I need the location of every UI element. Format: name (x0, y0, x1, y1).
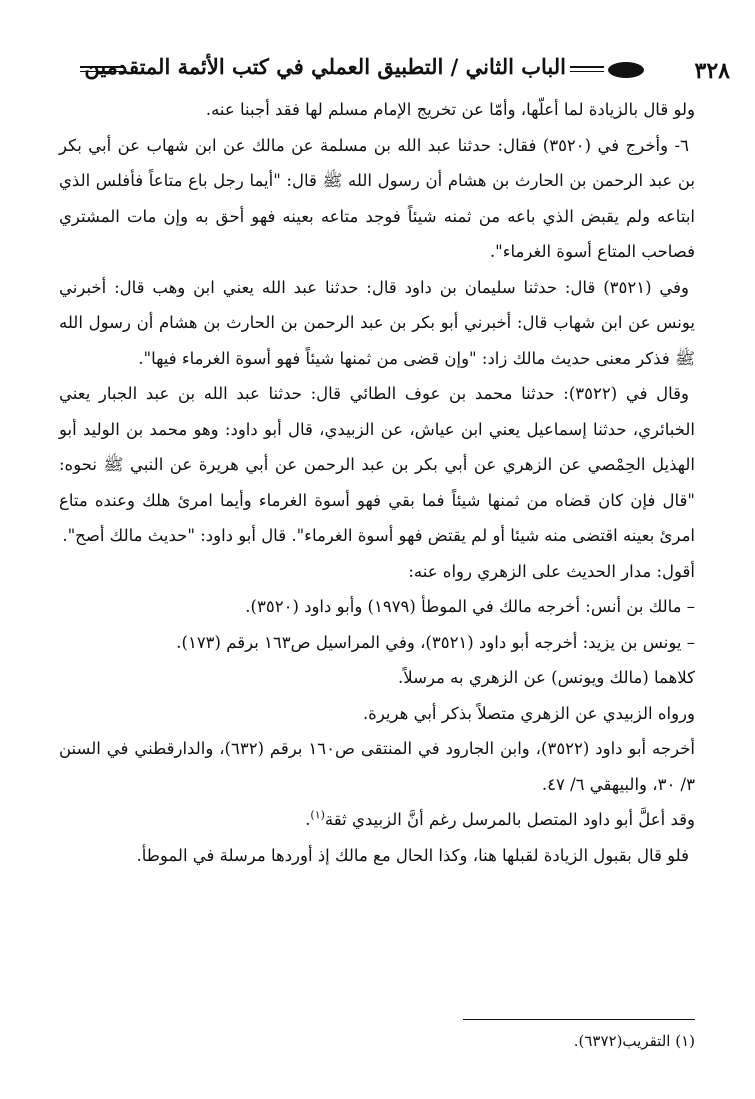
list-item: – مالك بن أنس: أخرجه مالك في الموطأ (١٩٧٩) وأبو داود (٣٥٢٠). (245, 597, 695, 616)
paragraph-text: وقد أعلَّ أبو داود المتصل بالمرسل رغم أنَّ الزبيدي ثقة (324, 810, 695, 829)
footnote-separator (463, 1019, 695, 1020)
body-text (59, 92, 695, 873)
paragraph: ٦- وأخرج في (٣٥٢٠) فقال: حدثنا عبد الله بن مسلمة عن مالك عن ابن شهاب عن أبي بكر بن عبد الرحمن بن الحارث بن هشام أن رسول الله ﷺ قال: "أيما رجل باع متاعاً فأفلس الذي ابتاعه ولم يقبض الذي باعه من ثمنه شيئاً فوجد متاعه بعينه فهو أحق به وإن مات المشتري فصاحب المتاع أسوة الغرماء". (59, 135, 695, 261)
paragraph: فلو قال بقبول الزيادة لقبلها هنا، وكذا الحال مع مالك إذ أوردها مرسلة في الموطأ. (136, 845, 689, 865)
paragraph: وقال في (٣٥٢٢): حدثنا محمد بن عوف الطائي قال: حدثنا عبد الله بن عبد الجبار يعني الخبائري، حدثنا إسماعيل يعني ابن عياش، عن الزبيدي، قال أبو داود: وهو محمد بن الوليد أبو الهذيل الحِمْصي عن الزهري عن أبي بكر بن عبد الرحمن عن أبي هريرة عن النبي ﷺ نحوه: "قال فإن كان قضاه من ثمنها شيئاً فما بقي فهو أسوة الغرماء وأيما امرئ هلك وعنده متاع امرئ بعينه اقتضى منه شيئا أو لم يقتض فهو أسوة الغرماء". قال أبو داود: "حديث مالك أصح". (59, 384, 695, 545)
header-title: الباب الثاني / التطبيق العملي في كتب الأئمة المتقدمين (84, 54, 566, 79)
page-number: ٣٢٨ (694, 58, 730, 84)
paragraph: وقد أعلَّ أبو داود المتصل بالمرسل رغم أنَّ الزبيدي ثقة$^{(١)}$. (305, 808, 695, 829)
paragraph: كلاهما (مالك ويونس) عن الزهري به مرسلاً. (398, 668, 695, 687)
paragraph: أقول: مدار الحديث على الزهري رواه عنه: (408, 561, 695, 581)
header-rule (570, 66, 604, 72)
paragraph: ورواه الزبيدي عن الزهري متصلاً بذكر أبي هريرة. (362, 703, 695, 723)
footnote-marker: (١) (310, 808, 325, 822)
page-header (70, 50, 730, 90)
header-ornament (608, 62, 644, 78)
footnote: (١) التقريب(٦٣٧٢). (573, 1032, 695, 1050)
paragraph: وفي (٣٥٢١) قال: حدثنا سليمان بن داود قال: حدثنا عبد الله يعني ابن وهب قال: أخبرني يونس عن ابن شهاب قال: أخبرني أبو بكر بن عبد الرحمن بن الحارث بن هشام أن رسول الله ﷺ فذكر معنى حديث مالك زاد: "وإن قضى من ثمنها شيئاً فهو أسوة الغرماء فيها". (59, 277, 695, 368)
list-item: – يونس بن يزيد: أخرجه أبو داود (٣٥٢١)، وفي المراسيل ص١٦٣ برقم (١٧٣). (176, 632, 695, 652)
paragraph: أخرجه أبو داود (٣٥٢٢)، وابن الجارود في المنتقى ص١٦٠ برقم (٦٣٢)، والدارقطني في السنن ٣/ ٣٠، والبيهقي ٦/ ٤٧. (59, 739, 695, 794)
header-rule (80, 66, 124, 72)
paragraph: ولو قال بالزيادة لما أعلّها، وأمّا عن تخريج الإمام مسلم لها فقد أجبنا عنه. (205, 100, 695, 119)
